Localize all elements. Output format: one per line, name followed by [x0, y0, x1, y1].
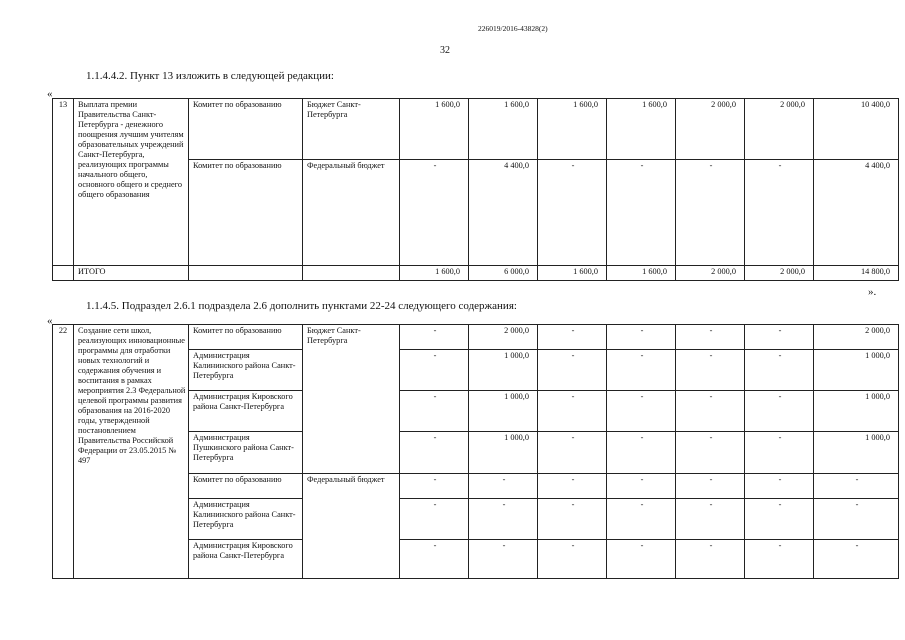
executor-cell: Администрация Кировского района Санкт-Петербурга: [189, 540, 303, 579]
section2-open-quote: «: [47, 315, 53, 327]
table-row: [53, 99, 899, 160]
empty-cell: [303, 266, 400, 281]
funding-source-cell: Федеральный бюджет: [303, 160, 400, 266]
value-cell: 1 600,0: [400, 99, 469, 160]
total-cell: 1 600,0: [607, 266, 676, 281]
value-cell: 1 600,0: [469, 99, 538, 160]
value-cell: -: [676, 350, 745, 391]
value-cell: -: [400, 499, 469, 540]
total-value-cell: -: [814, 540, 899, 579]
value-cell: -: [538, 350, 607, 391]
total-value-cell: 2 000,0: [814, 325, 899, 350]
value-cell: -: [676, 160, 745, 266]
row-number: 22: [53, 325, 74, 579]
section2-heading: 1.1.4.5. Подраздел 2.6.1 подраздела 2.6 дополнить пунктами 22-24 следующего содержания:: [86, 300, 517, 312]
value-cell: -: [607, 474, 676, 499]
activity-name: Выплата премии Правительства Санкт-Петербурга - денежного поощрения лучшим учителям образовательных учреждений Санкт-Петербурга, реализующих программы начального общего, основного общего и среднего общего образования: [74, 99, 189, 266]
value-cell: -: [676, 499, 745, 540]
executor-cell: Администрация Калининского района Санкт-Петербурга: [189, 350, 303, 391]
total-value-cell: 4 400,0: [814, 160, 899, 266]
value-cell: 1 000,0: [469, 432, 538, 474]
value-cell: -: [676, 391, 745, 432]
value-cell: 2 000,0: [469, 325, 538, 350]
value-cell: -: [469, 499, 538, 540]
total-value-cell: 10 400,0: [814, 99, 899, 160]
value-cell: -: [745, 432, 814, 474]
value-cell: -: [607, 499, 676, 540]
value-cell: 1 000,0: [469, 350, 538, 391]
total-value-cell: -: [814, 499, 899, 540]
value-cell: -: [400, 160, 469, 266]
total-label: ИТОГО: [74, 266, 189, 281]
value-cell: 1 600,0: [607, 99, 676, 160]
value-cell: 2 000,0: [745, 99, 814, 160]
value-cell: -: [607, 391, 676, 432]
value-cell: 1 000,0: [469, 391, 538, 432]
value-cell: -: [538, 391, 607, 432]
value-cell: -: [607, 160, 676, 266]
value-cell: 4 400,0: [469, 160, 538, 266]
value-cell: -: [538, 540, 607, 579]
value-cell: -: [538, 160, 607, 266]
value-cell: -: [400, 432, 469, 474]
funding-source-cell: Федеральный бюджет: [303, 474, 400, 579]
value-cell: -: [400, 391, 469, 432]
executor-cell: Комитет по образованию: [189, 474, 303, 499]
page-number: 32: [440, 45, 450, 56]
executor-cell: Комитет по образованию: [189, 160, 303, 266]
funding-source-cell: Бюджет Санкт-Петербурга: [303, 325, 400, 474]
table-item-13: [52, 98, 899, 281]
value-cell: -: [745, 499, 814, 540]
executor-cell: Администрация Калининского района Санкт-Петербурга: [189, 499, 303, 540]
value-cell: -: [400, 325, 469, 350]
table-item-22: [52, 324, 899, 579]
value-cell: -: [745, 540, 814, 579]
value-cell: -: [745, 350, 814, 391]
value-cell: -: [538, 325, 607, 350]
value-cell: -: [469, 474, 538, 499]
value-cell: -: [538, 432, 607, 474]
value-cell: -: [607, 540, 676, 579]
document-number: 226019/2016-43828(2): [478, 24, 548, 33]
value-cell: -: [607, 350, 676, 391]
value-cell: 2 000,0: [676, 99, 745, 160]
executor-cell: Администрация Пушкинского района Санкт-Петербурга: [189, 432, 303, 474]
value-cell: -: [745, 474, 814, 499]
value-cell: -: [676, 540, 745, 579]
total-cell: 1 600,0: [400, 266, 469, 281]
total-cell: 14 800,0: [814, 266, 899, 281]
value-cell: -: [676, 325, 745, 350]
section1-close-quote: ».: [868, 286, 877, 298]
total-value-cell: 1 000,0: [814, 432, 899, 474]
total-cell: 1 600,0: [538, 266, 607, 281]
executor-cell: Администрация Кировского района Санкт-Петербурга: [189, 391, 303, 432]
value-cell: -: [400, 474, 469, 499]
total-cell: 2 000,0: [676, 266, 745, 281]
total-cell: 2 000,0: [745, 266, 814, 281]
total-value-cell: 1 000,0: [814, 391, 899, 432]
funding-source-cell: Бюджет Санкт-Петербурга: [303, 99, 400, 160]
table-row: [53, 325, 899, 350]
value-cell: -: [469, 540, 538, 579]
executor-cell: Комитет по образованию: [189, 99, 303, 160]
total-cell: 6 000,0: [469, 266, 538, 281]
section1-open-quote: «: [47, 88, 53, 100]
value-cell: -: [538, 474, 607, 499]
activity-name: Создание сети школ, реализующих инновационные программы для отработки новых технологий и содержания обучения и воспитания в рамках мероприятия 2.3 Федеральной целевой программы развития образования на 2016-2020 годы, утвержденной постановлением Правительства Российской Федерации от 23.05.2015 № 497: [74, 325, 189, 579]
value-cell: -: [607, 325, 676, 350]
value-cell: -: [745, 160, 814, 266]
table-total-row: [53, 266, 899, 281]
value-cell: -: [607, 432, 676, 474]
empty-cell: [189, 266, 303, 281]
section1-heading: 1.1.4.4.2. Пункт 13 изложить в следующей редакции:: [86, 70, 334, 82]
total-value-cell: 1 000,0: [814, 350, 899, 391]
value-cell: -: [538, 499, 607, 540]
total-value-cell: -: [814, 474, 899, 499]
value-cell: 1 600,0: [538, 99, 607, 160]
value-cell: -: [676, 474, 745, 499]
value-cell: -: [400, 540, 469, 579]
row-number: 13: [53, 99, 74, 266]
value-cell: -: [745, 325, 814, 350]
value-cell: -: [400, 350, 469, 391]
value-cell: -: [676, 432, 745, 474]
value-cell: -: [745, 391, 814, 432]
empty-cell: [53, 266, 74, 281]
executor-cell: Комитет по образованию: [189, 325, 303, 350]
